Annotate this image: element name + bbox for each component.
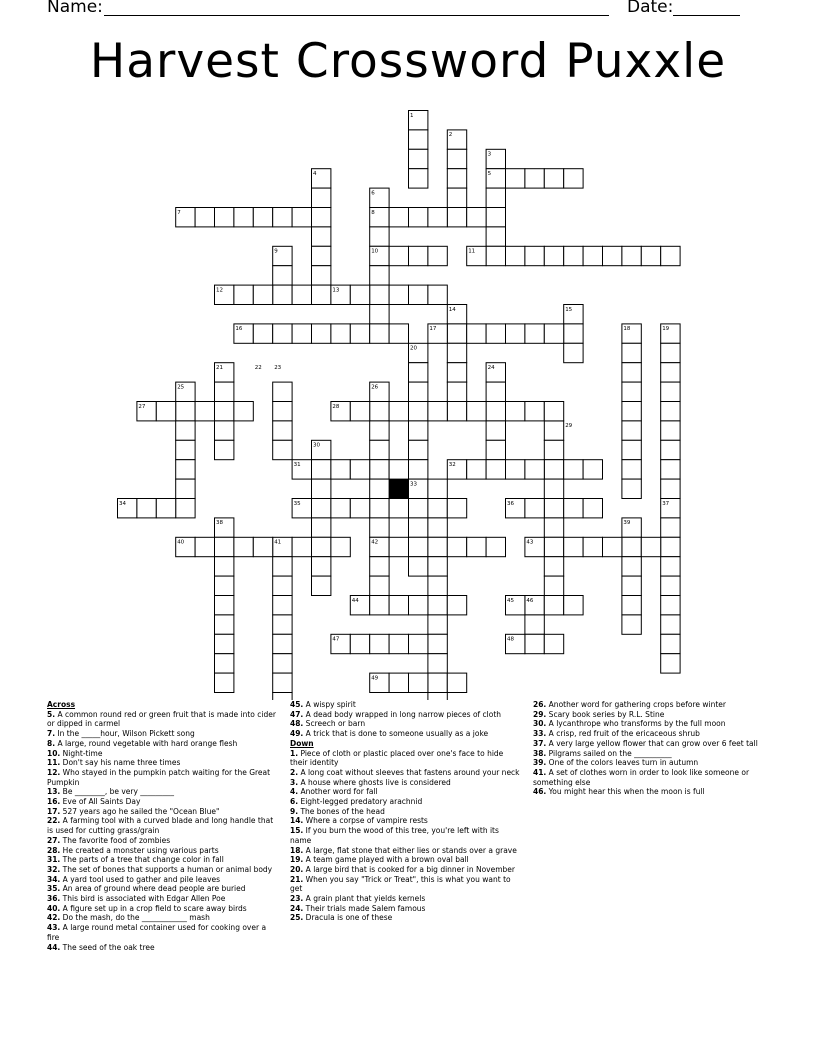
clue-number: 26. — [533, 700, 547, 709]
clue-item — [47, 807, 279, 817]
clue-item — [290, 846, 520, 856]
grid-number: 35 — [293, 500, 301, 507]
clue-item — [290, 719, 520, 729]
clue-item — [47, 797, 279, 807]
across-clue-list-continued — [290, 700, 520, 739]
clue-number: 17. — [47, 806, 61, 816]
grid-number: 46 — [526, 597, 534, 604]
clue-item — [47, 884, 279, 894]
clue-number: 44. — [47, 942, 61, 952]
clue-item — [47, 943, 279, 953]
clue-text: The bones of the head — [298, 806, 385, 816]
clue-number: 7. — [47, 729, 56, 739]
clue-text: If you burn the wood of this tree, you're left with its name — [290, 826, 499, 845]
clue-text: Another word for gathering crops before winter — [546, 700, 726, 709]
clue-text: Screech or barn — [303, 719, 366, 729]
grid-number: 47 — [332, 636, 340, 643]
clue-number: 3. — [290, 777, 299, 787]
clue-text: Be ________, be very _________ — [60, 787, 175, 797]
clue-item — [290, 894, 520, 904]
clue-text: Dracula is one of these — [303, 913, 393, 923]
across-clue-list — [47, 710, 279, 953]
clue-item — [290, 700, 520, 710]
clue-text: A dead body wrapped in long narrow pieces of cloth — [303, 709, 502, 719]
clue-text: A large, round vegetable with hard orange flesh — [55, 738, 238, 748]
grid-number: 6 — [371, 190, 375, 197]
clue-text: Eight-legged predatory arachnid — [298, 797, 423, 807]
clue-number: 34. — [47, 874, 61, 884]
clue-item — [290, 855, 520, 865]
clue-text: When you say "Trick or Treat", this is what you want to get — [290, 874, 511, 894]
clue-text: A farming tool with a curved blade and long handle that is used for cutting grass/grain — [47, 816, 274, 836]
grid-number: 48 — [507, 636, 514, 643]
grid-number: 18 — [623, 326, 631, 333]
clue-number: 9. — [290, 806, 299, 816]
clue-number: 21. — [290, 874, 304, 884]
clue-number: 12. — [47, 767, 61, 777]
grid-number: 19 — [662, 326, 670, 333]
clue-item — [290, 797, 520, 807]
clue-item — [47, 855, 279, 865]
clue-number: 32. — [47, 864, 61, 874]
clue-item — [47, 816, 279, 835]
grid-number: 37 — [662, 500, 670, 507]
grid-number: 10 — [371, 248, 379, 255]
clue-number: 37. — [533, 738, 547, 748]
clue-text: A yard tool used to gather and pile leaves — [60, 874, 221, 884]
clue-text: Another word for fall — [298, 787, 378, 797]
clue-number: 35. — [47, 884, 61, 894]
clue-item — [47, 758, 279, 768]
clue-number: 16. — [47, 797, 61, 807]
clue-text: A trick that is done to someone usually as a joke — [303, 729, 489, 739]
clue-item — [290, 787, 520, 797]
clue-text: A large round metal container used for cooking over a fire — [47, 923, 267, 942]
clue-text: Who stayed in the pumpkin patch waiting for the Great Pumpkin — [47, 767, 271, 787]
clue-number: 39. — [533, 758, 547, 768]
clue-text: A large bird that is cooked for a big dinner in November — [303, 864, 515, 874]
clue-number: 49. — [290, 729, 304, 739]
clue-item — [290, 729, 520, 739]
clue-number: 43. — [47, 923, 61, 933]
clue-text: The seed of the oak tree — [60, 942, 155, 952]
grid-number: 30 — [313, 442, 320, 449]
clue-text: A house where ghosts live is considered — [298, 777, 451, 787]
grid-number: 21 — [216, 365, 223, 371]
clue-number: 22. — [47, 816, 61, 826]
clue-number: 41. — [533, 767, 547, 777]
name-label: Name: — [47, 0, 103, 17]
down-heading: Down — [290, 738, 314, 748]
clue-number: 13. — [47, 787, 61, 797]
grid-number: 49 — [371, 675, 379, 682]
clue-number: 47. — [290, 709, 304, 719]
clue-number: 28. — [47, 845, 61, 855]
clue-number: 31. — [47, 855, 61, 865]
grid-number: 14 — [448, 306, 456, 313]
grid-number: 11 — [468, 248, 476, 255]
clue-column-1 — [47, 700, 279, 952]
clue-number: 27. — [47, 835, 61, 845]
clue-number: 20. — [290, 864, 304, 874]
grid-number: 34 — [119, 500, 126, 507]
clue-text: The set of bones that supports a human or animal body — [60, 864, 273, 874]
grid-number: 28 — [332, 403, 340, 410]
clue-number: 10. — [47, 748, 61, 758]
clue-number: 4. — [290, 787, 299, 797]
grid-number: 7 — [177, 209, 181, 216]
clue-number: 11. — [47, 758, 61, 768]
clue-text: This bird is associated with Edgar Allen Poe — [60, 894, 226, 904]
clue-number: 5. — [47, 709, 56, 719]
clue-text: A team game played with a brown oval ball — [303, 855, 469, 865]
clue-text: A set of clothes worn in order to look like someone or something else — [533, 767, 750, 787]
clue-number: 23. — [290, 894, 304, 904]
clue-text: A common round red or green fruit that is made into cider or dipped in carmel — [47, 709, 276, 729]
grid-number: 15 — [565, 306, 573, 313]
across-heading: Across — [47, 700, 76, 709]
clue-item — [290, 816, 520, 826]
clue-item — [533, 729, 765, 739]
clue-number: 15. — [290, 826, 304, 836]
grid-number: 36 — [507, 500, 514, 507]
clue-text: Piece of cloth or plastic placed over one's face to hide their identity — [290, 748, 504, 768]
clue-item — [47, 894, 279, 904]
clue-item — [533, 768, 765, 787]
clue-number: 46. — [533, 787, 547, 797]
page-title: Harvest Crossword Puxxle — [89, 34, 727, 89]
clue-item — [290, 807, 520, 817]
grid-number: 8 — [371, 209, 375, 216]
clue-text: The parts of a tree that change color in fall — [60, 855, 224, 865]
grid-number: 2 — [448, 132, 453, 139]
grid-number: 45 — [507, 597, 514, 604]
clue-item — [47, 729, 279, 739]
clue-text: Night-time — [60, 748, 103, 758]
clue-number: 36. — [47, 894, 61, 904]
clue-number: 30. — [533, 719, 547, 729]
clue-text: A grain plant that yields kernels — [303, 894, 426, 904]
grid-number: 4 — [313, 171, 317, 177]
clue-item — [290, 875, 520, 894]
clue-text: One of the colors leaves turn in autumn — [546, 758, 699, 768]
clue-number: 40. — [47, 903, 61, 913]
clue-number: 14. — [290, 816, 304, 826]
clue-text: An area of ground where dead people are buried — [60, 884, 246, 894]
clue-number: 25. — [290, 913, 304, 923]
clue-text: In the _____hour, Wilson Pickett song — [55, 729, 195, 739]
clue-number: 2. — [290, 767, 299, 777]
clue-item — [47, 904, 279, 914]
clue-item — [47, 913, 279, 923]
clue-item — [290, 749, 520, 768]
clue-number: 6. — [290, 797, 299, 807]
grid-number: 24 — [487, 365, 495, 371]
clue-number: 24. — [290, 903, 304, 913]
clue-text: Pilgrams sailed on the __________ — [546, 748, 672, 758]
grid-number: 26 — [371, 384, 379, 391]
clue-text: Their trials made Salem famous — [303, 903, 426, 913]
clue-item — [47, 710, 279, 729]
clue-text: Eve of All Saints Day — [60, 797, 141, 807]
clue-item — [533, 787, 765, 797]
grid-number: 22 — [254, 365, 262, 371]
clue-item — [47, 836, 279, 846]
grid-number: 13 — [332, 287, 340, 294]
clue-text: A figure set up in a crop field to scare away birds — [60, 903, 247, 913]
grid-number: 17 — [429, 326, 437, 333]
grid-number: 44 — [351, 597, 359, 604]
clue-text: Where a corpse of vampire rests — [303, 816, 428, 826]
grid-number: 43 — [526, 539, 534, 546]
clue-number: 48. — [290, 719, 304, 729]
clue-text: A large, flat stone that either lies or stands over a grave — [303, 845, 517, 855]
grid-number: 20 — [410, 345, 417, 352]
clue-text: A lycanthrope who transforms by the full moon — [546, 719, 726, 729]
grid-number: 31 — [293, 462, 301, 468]
clue-text: Don't say his name three times — [60, 758, 181, 768]
clue-item — [290, 768, 520, 778]
clue-item — [47, 768, 279, 787]
clue-number: 8. — [47, 738, 56, 748]
clue-text: You might hear this when the moon is full — [546, 787, 705, 797]
clue-number: 38. — [533, 748, 547, 758]
clue-item — [47, 787, 279, 797]
clue-item — [47, 923, 279, 942]
clue-item — [47, 865, 279, 875]
clue-item — [533, 700, 765, 710]
clue-text: Do the mash, do the ____________ mash — [60, 913, 210, 923]
clue-number: 42. — [47, 913, 61, 923]
clue-item — [290, 865, 520, 875]
grid-number: 39 — [623, 520, 631, 527]
clue-item — [290, 778, 520, 788]
clue-item — [533, 749, 765, 759]
clue-number: 18. — [290, 845, 304, 855]
down-clue-list-continued — [533, 700, 765, 797]
clue-item — [47, 749, 279, 759]
grid-number: 27 — [138, 403, 146, 410]
grid-number: 32 — [448, 462, 456, 468]
grid-number: 12 — [216, 287, 223, 294]
grid-number: 40 — [177, 539, 185, 546]
grid-number: 16 — [235, 326, 243, 333]
clue-item — [290, 826, 520, 845]
clue-item — [290, 913, 520, 923]
clue-column-3 — [533, 700, 765, 797]
grid-number: 33 — [410, 481, 417, 488]
grid-number: 41 — [274, 539, 282, 546]
grid-number: 25 — [177, 384, 185, 391]
clue-item — [290, 904, 520, 914]
grid-number: 3 — [487, 151, 492, 158]
clue-text: Scary book series by R.L. Stine — [546, 709, 665, 719]
grid-number: 1 — [410, 112, 414, 119]
clue-text: 527 years ago he sailed the "Ocean Blue" — [60, 806, 220, 816]
clue-item — [533, 710, 765, 720]
clue-item — [290, 710, 520, 720]
clue-number: 29. — [533, 709, 547, 719]
clue-text: A crisp, red fruit of the ericaceous shrub — [546, 729, 700, 739]
clue-number: 33. — [533, 729, 547, 739]
date-label: Date: — [627, 0, 674, 17]
clue-text: A long coat without sleeves that fastens around your neck — [298, 767, 520, 777]
clue-item — [533, 739, 765, 749]
clue-number: 1. — [290, 748, 299, 758]
grid-number: 29 — [565, 423, 573, 430]
grid-number: 9 — [274, 248, 278, 255]
clue-text: A very large yellow flower that can grow over 6 feet tall — [546, 738, 758, 748]
clue-item — [47, 875, 279, 885]
grid-number: 23 — [274, 365, 282, 371]
clue-text: A wispy spirit — [303, 700, 356, 709]
clue-number: 19. — [290, 855, 304, 865]
clue-item — [533, 719, 765, 729]
clue-item — [533, 758, 765, 768]
down-clue-list — [290, 749, 520, 924]
clue-column-2 — [290, 700, 520, 923]
clue-number: 45. — [290, 700, 304, 709]
grid-number: 42 — [371, 539, 379, 546]
grid-number: 5 — [487, 171, 492, 177]
clue-text: The favorite food of zombies — [60, 835, 171, 845]
grid-number: 38 — [216, 520, 223, 527]
clue-item — [47, 846, 279, 856]
clue-item — [47, 739, 279, 749]
clue-text: He created a monster using various parts — [60, 845, 219, 855]
